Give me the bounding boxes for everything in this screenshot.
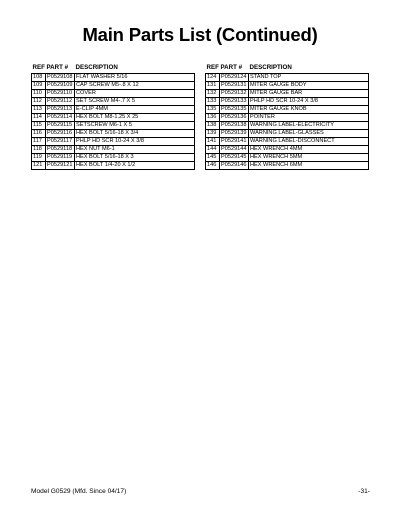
part-number-cell: P0529109 <box>47 82 73 88</box>
part-number-cell: P0529131 <box>221 82 247 88</box>
ref-cell: 136 <box>206 114 220 122</box>
description-cell: SET SCREW M4-.7 X 5 <box>75 98 195 106</box>
table-header-row <box>32 64 195 74</box>
part-number-cell: P0529145 <box>221 154 247 160</box>
part-number-cell: P0529124 <box>221 74 247 80</box>
ref-cell: 135 <box>206 106 220 114</box>
table-row <box>32 154 195 162</box>
table-row <box>32 74 195 82</box>
part-number-cell: P0529113 <box>46 106 75 114</box>
part-number-cell: P0529115 <box>46 122 75 130</box>
table-row <box>206 130 369 138</box>
ref-cell: 132 <box>206 90 220 98</box>
table-row <box>32 162 195 170</box>
table-row <box>32 146 195 154</box>
description-cell: POINTER <box>249 114 369 122</box>
table-row <box>206 114 369 122</box>
ref-cell: 139 <box>206 130 220 138</box>
description-cell: CAP SCREW M5-.8 X 12 <box>75 82 195 90</box>
description-column-header: DESCRIPTION <box>249 64 292 71</box>
part-number-cell: P0529110 <box>46 90 75 98</box>
ref-cell: 138 <box>206 122 220 130</box>
ref-cell: 115 <box>32 122 46 130</box>
part-number-cell: P0529146 <box>221 162 247 168</box>
description-cell: WARNING LABEL-ELECTRICITY <box>249 122 369 130</box>
ref-cell: 141 <box>206 138 220 146</box>
description-cell: WARNING LABEL-GLASSES <box>249 130 369 138</box>
description-cell: E-CLIP 4MM <box>75 106 195 114</box>
part-column-header: PART # <box>220 64 243 71</box>
description-cell: HEX WRENCH 4MM <box>249 146 369 154</box>
ref-cell: 113 <box>32 106 46 114</box>
table-row <box>32 82 195 90</box>
parts-table-left <box>31 64 195 170</box>
description-cell: SETSCREW M6-1 X 5 <box>75 122 195 130</box>
table-row <box>206 106 369 114</box>
part-number-cell: P0529139 <box>221 130 247 136</box>
ref-cell: 118 <box>32 146 46 154</box>
description-cell: MITER GAUGE BODY <box>249 82 369 90</box>
part-number-cell: P0529141 <box>221 138 247 144</box>
footer-page-number: -31- <box>358 488 370 495</box>
part-number-cell: P0529132 <box>221 90 247 96</box>
ref-cell: 133 <box>206 98 220 106</box>
table-row <box>32 90 195 98</box>
part-column-header: PART # <box>46 64 69 71</box>
description-cell: HEX BOLT 5/16-18 X 3 <box>75 154 195 162</box>
part-number-cell: P0529136 <box>221 114 247 120</box>
ref-cell: 124 <box>206 74 220 82</box>
part-number-cell: P0529133 <box>221 98 247 104</box>
table-row <box>206 82 369 90</box>
ref-cell: 121 <box>32 162 46 170</box>
table-row <box>32 138 195 146</box>
table-row <box>32 106 195 114</box>
part-number-cell: P0529119 <box>46 154 75 162</box>
page-title: Main Parts List (Continued) <box>82 24 318 45</box>
part-number-cell: P0529117 <box>46 138 75 146</box>
table-row <box>32 98 195 106</box>
description-cell: HEX WRENCH 6MM <box>249 162 369 170</box>
ref-cell: 110 <box>32 90 46 98</box>
part-number-cell: P0529118 <box>46 146 75 154</box>
description-cell: COVER <box>75 90 195 98</box>
table-row <box>206 74 369 82</box>
table-row <box>206 162 369 170</box>
ref-cell: 146 <box>206 162 220 170</box>
description-cell: FLAT WASHER 5/16 <box>75 74 195 82</box>
ref-cell: 114 <box>32 114 46 122</box>
description-cell: HEX BOLT 1/4-20 X 1/2 <box>75 162 195 170</box>
table-row <box>206 122 369 130</box>
ref-cell: 117 <box>32 138 46 146</box>
table-row <box>32 130 195 138</box>
part-number-cell: P0529144 <box>221 146 247 152</box>
part-number-cell: P0529121 <box>47 162 73 168</box>
ref-cell: 109 <box>32 82 46 90</box>
description-cell: STAND TOP <box>249 74 369 82</box>
ref-cell: 116 <box>32 130 46 138</box>
description-cell: HEX BOLT M8-1.25 X 25 <box>75 114 195 122</box>
part-number-cell: P0529112 <box>46 98 75 106</box>
table-row <box>206 98 369 106</box>
ref-column-header: REF <box>32 64 45 71</box>
description-cell: WARNING LABEL-DISCONNECT <box>249 138 369 146</box>
table-row <box>206 154 369 162</box>
table-row <box>206 138 369 146</box>
ref-cell: 144 <box>206 146 220 154</box>
ref-cell: 145 <box>206 154 220 162</box>
table-row <box>206 90 369 98</box>
ref-cell: 131 <box>206 82 220 90</box>
description-column-header: DESCRIPTION <box>75 64 118 71</box>
description-cell: PHLP HD SCR 10-24 X 3/8 <box>75 138 195 146</box>
table-header-row <box>206 64 369 74</box>
description-cell: HEX BOLT 5/16-18 X 3/4 <box>75 130 195 138</box>
part-number-cell: P0529108 <box>47 74 73 80</box>
description-cell: HEX NUT M6-1 <box>75 146 195 154</box>
ref-cell: 108 <box>32 74 46 82</box>
table-row <box>32 114 195 122</box>
part-number-cell: P0529138 <box>221 122 247 128</box>
part-number-cell: P0529114 <box>46 114 75 122</box>
ref-cell: 112 <box>32 98 46 106</box>
table-row <box>206 146 369 154</box>
parts-table-right <box>205 64 369 170</box>
footer-model: Model G0529 (Mfd. Since 04/17) <box>31 488 127 495</box>
description-cell: HEX WRENCH 5MM <box>249 154 369 162</box>
part-number-cell: P0529135 <box>221 106 247 112</box>
ref-cell: 119 <box>32 154 46 162</box>
description-cell: MITER GAUGE KNOB <box>249 106 369 114</box>
description-cell: MITER GAUGE BAR <box>249 90 369 98</box>
description-cell: PHLP HD SCR 10-24 X 3/8 <box>249 98 369 106</box>
part-number-cell: P0529116 <box>46 130 75 138</box>
table-row <box>32 122 195 130</box>
ref-column-header: REF <box>206 64 219 71</box>
